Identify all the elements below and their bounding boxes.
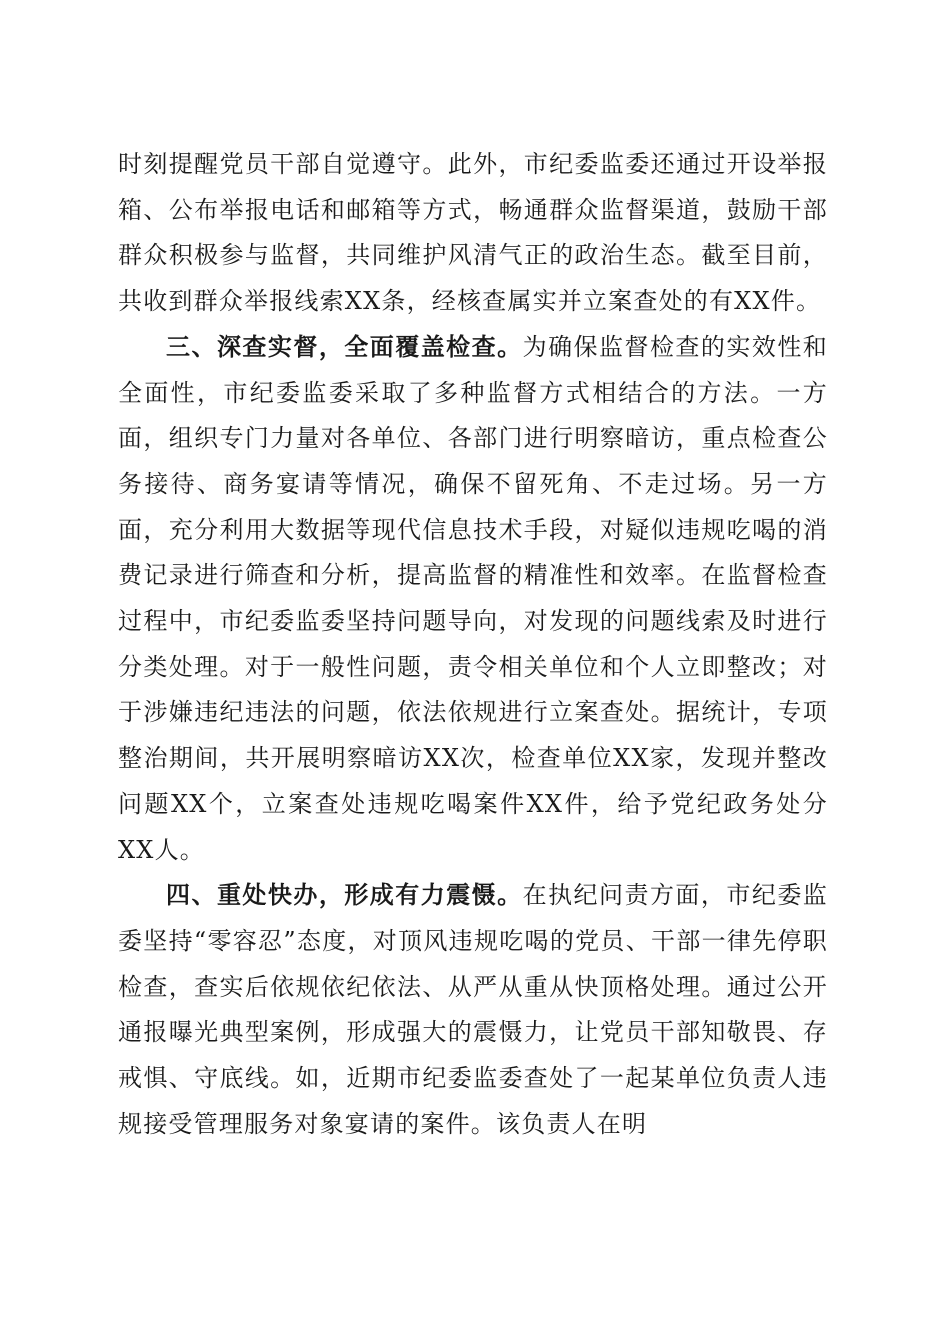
paragraph-body: 时刻提醒党员干部自觉遵守。此外，市纪委监委还通过开设举报箱、公布举报电话和邮箱等方式，畅通群众监督渠道，鼓励干部群众积极参与监督，共同维护风清气正的政治生态。截至目前，共收到群众举报线索XX条，经核查属实并立案查处的有XX件。 [118, 150, 828, 316]
document-body [118, 142, 828, 1147]
paragraph-continuation [118, 142, 828, 325]
paragraph-body: 为确保监督检查的实效性和全面性，市纪委监委采取了多种监督方式相结合的方法。一方面，组织专门力量对各单位、各部门进行明察暗访，重点检查公务接待、商务宴请等情况，确保不留死角、不走过场。另一方面，充分利用大数据等现代信息技术手段，对疑似违规吃喝的消费记录进行筛查和分析，提高监督的精准性和效率。在监督检查过程中，市纪委监委坚持问题导向，对发现的问题线索及时进行分类处理。对于一般性问题，责令相关单位和个人立即整改；对于涉嫌违纪违法的问题，依法依规进行立案查处。据统计，专项整治期间，共开展明察暗访XX次，检查单位XX家，发现并整改问题XX个，立案查处违规吃喝案件XX件，给予党纪政务处分XX人。 [118, 332, 828, 864]
paragraph-section-three [118, 325, 828, 873]
paragraph-body: 在执纪问责方面，市纪委监委坚持“零容忍”态度，对顶风违规吃喝的党员、干部一律先停职检查，查实后依规依纪依法、从严从重从快顶格处理。通过公开通报曝光典型案例，形成强大的震慑力，让党员干部知敬畏、存戒惧、守底线。如，近期市纪委监委查处了一起某单位负责人违规接受管理服务对象宴请的案件。该负责人在明 [118, 881, 828, 1138]
paragraph-section-four [118, 873, 828, 1147]
section-heading: 四、重处快办，形成有力震慑。 [166, 881, 523, 910]
section-heading: 三、深查实督，全面覆盖检查。 [166, 332, 523, 361]
